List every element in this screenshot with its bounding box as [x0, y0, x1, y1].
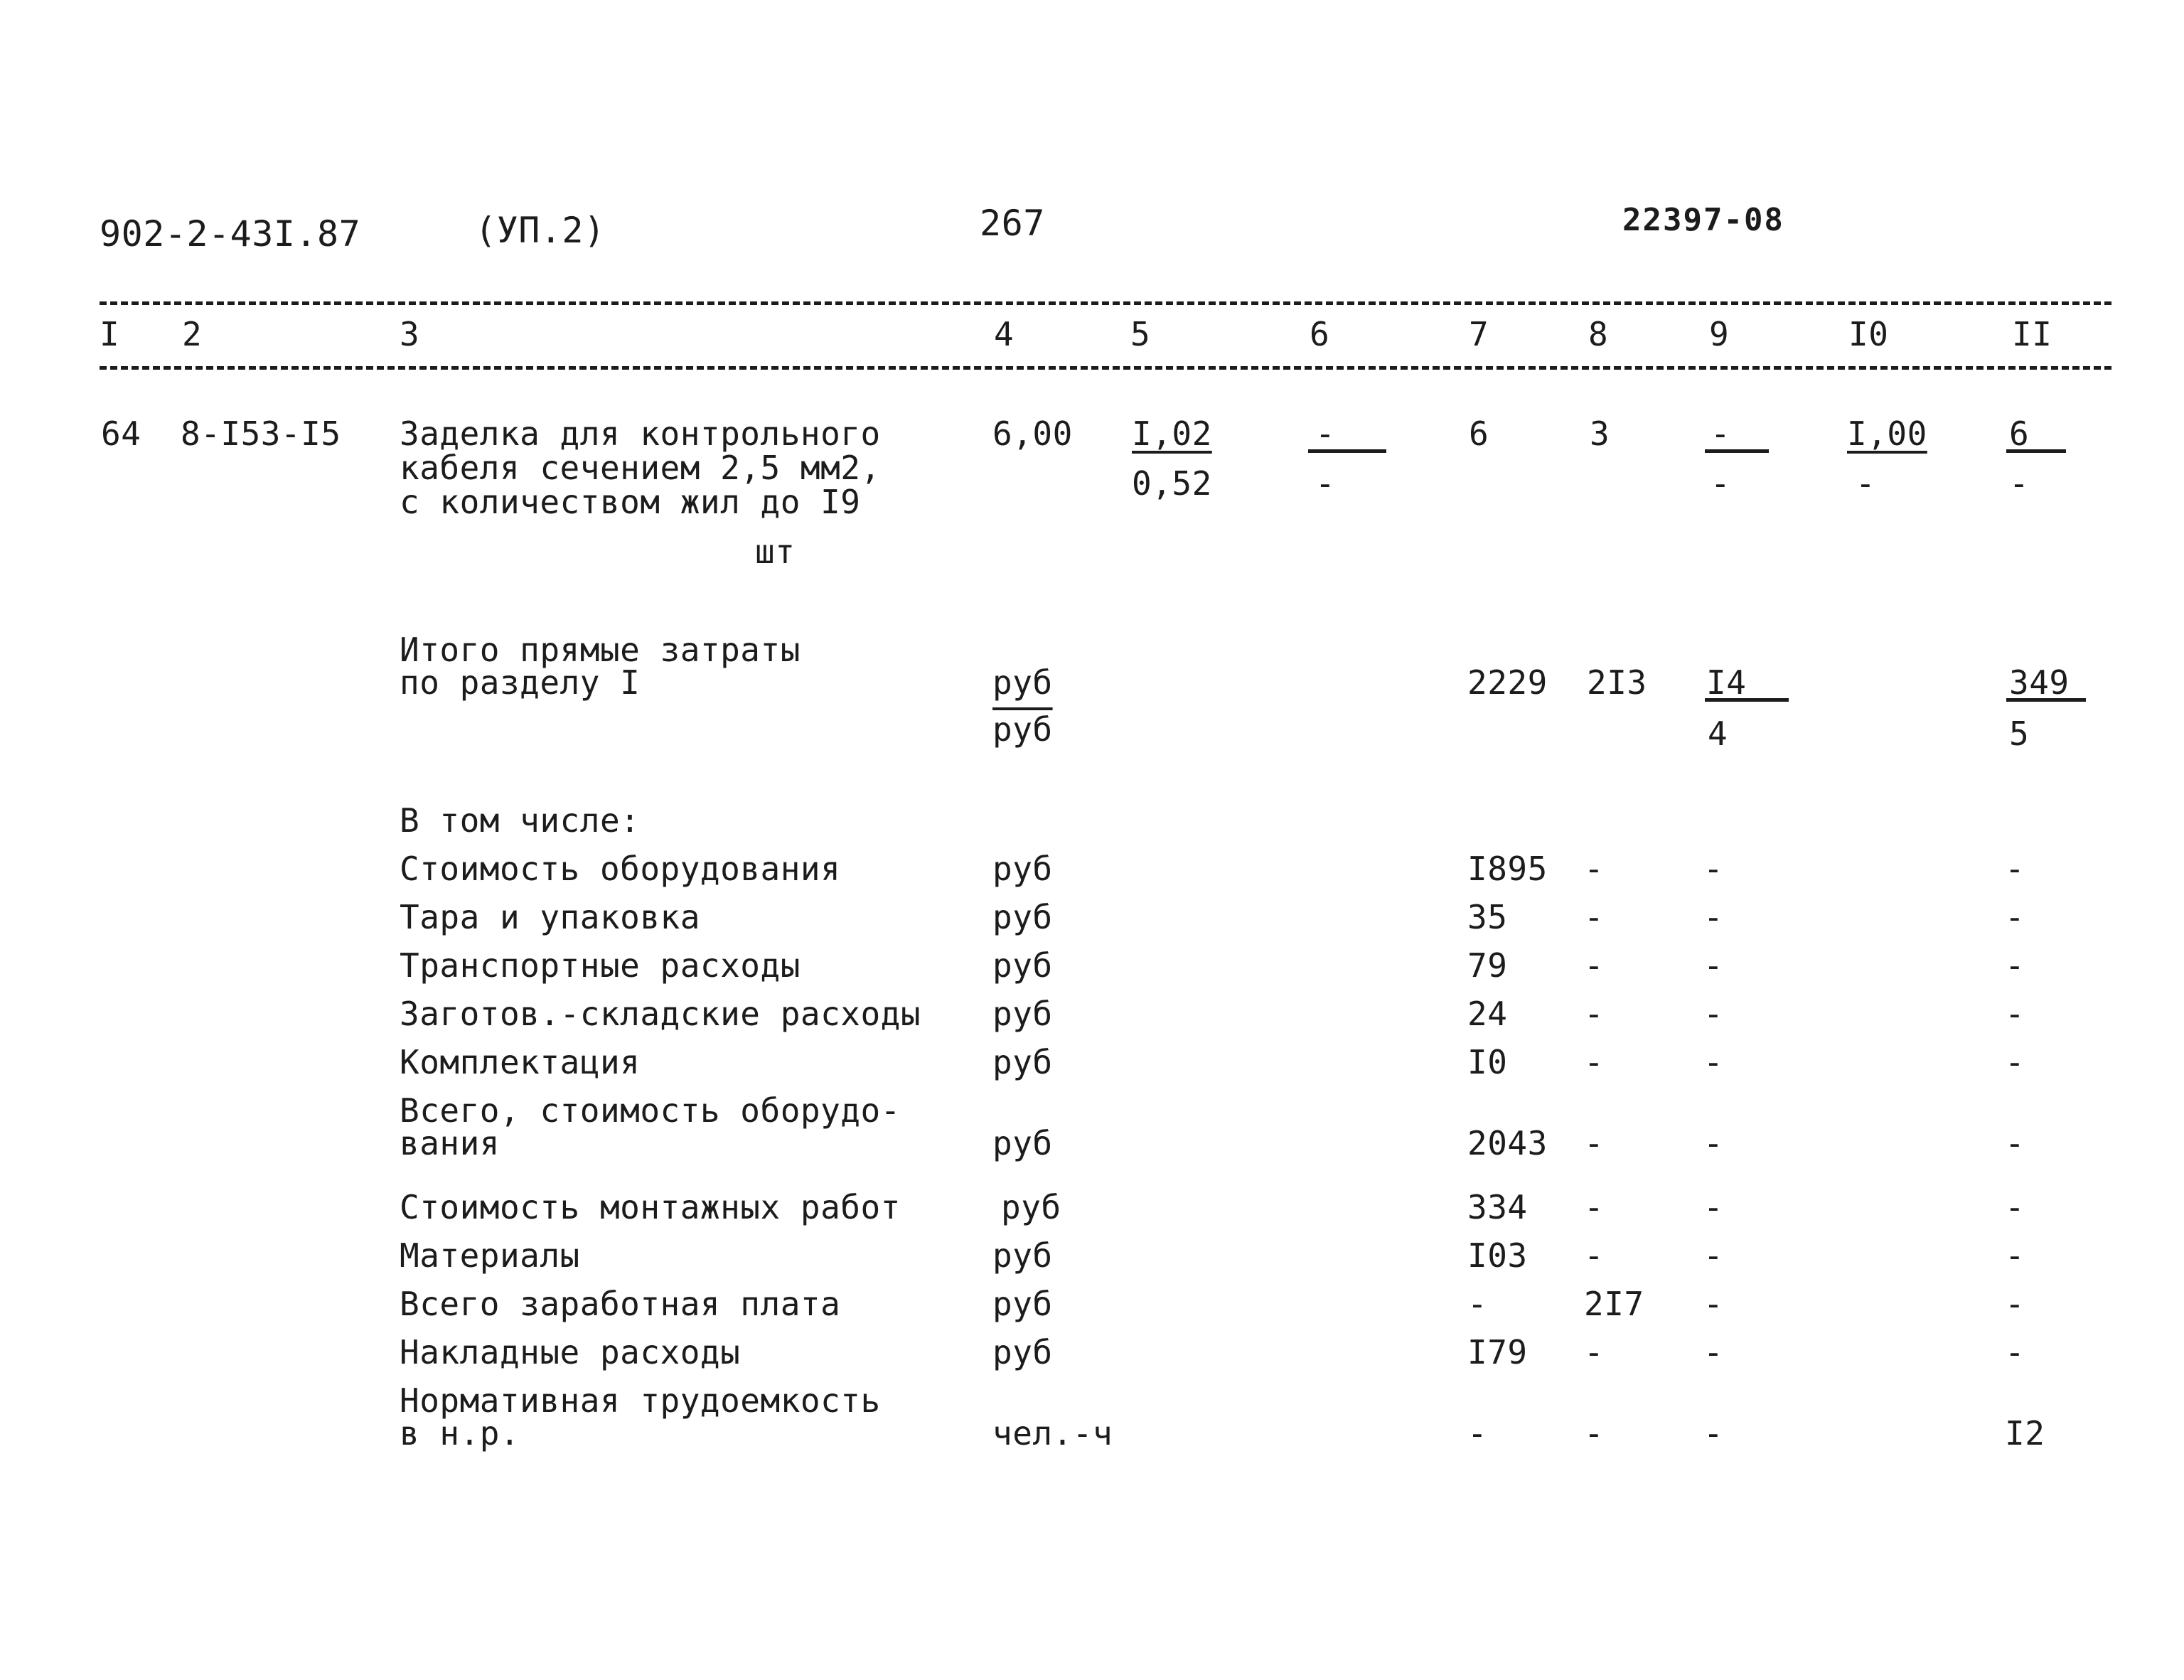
row-col7: 2043 — [1467, 1124, 1548, 1162]
item-col8: 3 — [1590, 414, 1610, 453]
total-description-line: по разделу I — [400, 663, 641, 702]
header-rule-top — [100, 301, 2111, 305]
column-header: 3 — [400, 315, 420, 353]
row-label: Материалы — [400, 1236, 580, 1275]
item-col5-top: I,02 — [1132, 414, 1212, 453]
column-header: 5 — [1130, 315, 1151, 353]
row-label: Нормативная трудоемкость — [400, 1381, 881, 1420]
item-col7: 6 — [1469, 414, 1489, 453]
row-col7: I03 — [1467, 1236, 1528, 1275]
total-col11-bottom: 5 — [2009, 715, 2030, 753]
row-unit: руб — [1001, 1188, 1061, 1226]
fraction-line — [2006, 698, 2086, 702]
row-col11: - — [2005, 1236, 2025, 1275]
row-col8: - — [1584, 946, 1605, 985]
row-col8: - — [1584, 1414, 1605, 1452]
row-col11: - — [2005, 1124, 2025, 1162]
row-col8: - — [1584, 1333, 1605, 1371]
total-col8: 2I3 — [1587, 663, 1647, 702]
column-header: 6 — [1310, 315, 1330, 353]
row-col7: 334 — [1467, 1188, 1528, 1226]
total-col9-bottom: 4 — [1708, 715, 1728, 753]
row-col9: - — [1703, 995, 1724, 1033]
item-code: 8-I53-I5 — [181, 414, 341, 453]
row-label: Стоимость оборудования — [400, 850, 841, 888]
fraction-line — [1308, 449, 1386, 453]
row-col9: - — [1703, 1414, 1724, 1452]
row-col9: - — [1703, 946, 1724, 985]
row-col11: - — [2005, 1043, 2025, 1081]
row-col11: - — [2005, 1188, 2025, 1226]
row-col9: - — [1703, 1285, 1724, 1323]
item-description-line: Заделка для контрольного — [400, 414, 881, 453]
row-col8: - — [1584, 898, 1605, 936]
inventory-stamp: 22397-08 — [1622, 202, 1784, 238]
row-col11: - — [2005, 1285, 2025, 1323]
row-label: Накладные расходы — [400, 1333, 741, 1371]
row-label: в н.р. — [400, 1414, 520, 1452]
row-label: Заготов.-складские расходы — [400, 995, 921, 1033]
row-col9: - — [1703, 1124, 1724, 1162]
document-code: 902-2-43I.87 — [100, 213, 361, 255]
column-header: II — [2012, 315, 2052, 353]
row-unit: руб — [992, 1236, 1053, 1275]
row-col9: - — [1703, 1236, 1724, 1275]
row-col8: - — [1584, 1188, 1605, 1226]
item-col9-bottom: - — [1711, 464, 1731, 503]
row-unit: руб — [992, 946, 1053, 985]
item-col6-bottom: - — [1315, 464, 1336, 503]
row-col7: 24 — [1467, 995, 1508, 1033]
column-header: 4 — [994, 315, 1015, 353]
row-label: Транспортные расходы — [400, 946, 801, 985]
item-col6-top: - — [1315, 414, 1336, 453]
row-col8: - — [1584, 850, 1605, 888]
item-col10-bottom: - — [1856, 464, 1876, 503]
row-col9: - — [1703, 850, 1724, 888]
sheet-reference: (УП.2) — [475, 210, 606, 251]
column-header: I — [100, 315, 120, 353]
row-unit: руб — [992, 1333, 1053, 1371]
item-col10-top: I,00 — [1847, 414, 1927, 453]
row-col8: - — [1584, 1236, 1605, 1275]
row-unit: руб — [992, 898, 1053, 936]
row-col7: I0 — [1467, 1043, 1508, 1081]
total-unit-bottom: руб — [992, 710, 1053, 749]
item-description-line: с количеством жил до I9 — [400, 483, 861, 521]
total-description-line: Итого прямые затраты — [400, 631, 801, 669]
row-col11: - — [2005, 946, 2025, 985]
row-col7: I79 — [1467, 1333, 1528, 1371]
row-col7: 79 — [1467, 946, 1508, 985]
column-header: 2 — [182, 315, 203, 353]
row-col11: - — [2005, 995, 2025, 1033]
row-unit: чел.-ч — [992, 1414, 1113, 1452]
row-col9: - — [1703, 1188, 1724, 1226]
item-unit: шт — [755, 533, 796, 571]
item-number: 64 — [101, 414, 141, 453]
total-col11-top: 349 — [2009, 663, 2070, 702]
header-rule-bottom — [100, 366, 2111, 370]
fraction-line — [2006, 449, 2066, 453]
row-label: Комплектация — [400, 1043, 641, 1081]
column-header: 7 — [1469, 315, 1489, 353]
total-col7: 2229 — [1467, 663, 1548, 702]
item-col11-top: 6 — [2009, 414, 2030, 453]
row-col7: - — [1467, 1414, 1488, 1452]
row-col11: - — [2005, 850, 2025, 888]
row-col9: - — [1703, 1333, 1724, 1371]
row-col7: - — [1467, 1285, 1488, 1323]
item-col9-top: - — [1711, 414, 1731, 453]
row-label: Тара и упаковка — [400, 898, 700, 936]
row-label: Всего заработная плата — [400, 1285, 841, 1323]
row-col11: I2 — [2005, 1414, 2045, 1452]
total-unit-top: руб — [992, 663, 1053, 702]
row-col7: 35 — [1467, 898, 1508, 936]
row-col9: - — [1703, 898, 1724, 936]
row-unit: руб — [992, 1043, 1053, 1081]
row-col8: - — [1584, 995, 1605, 1033]
column-header: 8 — [1588, 315, 1609, 353]
item-quantity: 6,00 — [992, 414, 1073, 453]
including-label: В том числе: — [400, 801, 641, 840]
row-col11: - — [2005, 898, 2025, 936]
total-col9-top: I4 — [1706, 663, 1747, 702]
column-header: I0 — [1848, 315, 1889, 353]
fraction-line — [1705, 449, 1769, 453]
row-col8: - — [1584, 1043, 1605, 1081]
item-col5-bottom: 0,52 — [1132, 464, 1212, 503]
row-label: Стоимость монтажных работ — [400, 1188, 901, 1226]
row-label: вания — [400, 1124, 500, 1162]
row-col9: - — [1703, 1043, 1724, 1081]
item-col11-bottom: - — [2009, 464, 2030, 503]
column-header: 9 — [1709, 315, 1730, 353]
row-unit: руб — [992, 1124, 1053, 1162]
page-number: 267 — [980, 203, 1045, 244]
row-unit: руб — [992, 850, 1053, 888]
row-col7: I895 — [1467, 850, 1548, 888]
item-description-line: кабеля сечением 2,5 мм2, — [400, 449, 881, 487]
row-unit: руб — [992, 995, 1053, 1033]
row-label: Всего, стоимость оборудо- — [400, 1091, 901, 1130]
row-col8: 2I7 — [1584, 1285, 1644, 1323]
fraction-line — [1705, 698, 1789, 702]
row-col11: - — [2005, 1333, 2025, 1371]
row-unit: руб — [992, 1285, 1053, 1323]
row-col8: - — [1584, 1124, 1605, 1162]
